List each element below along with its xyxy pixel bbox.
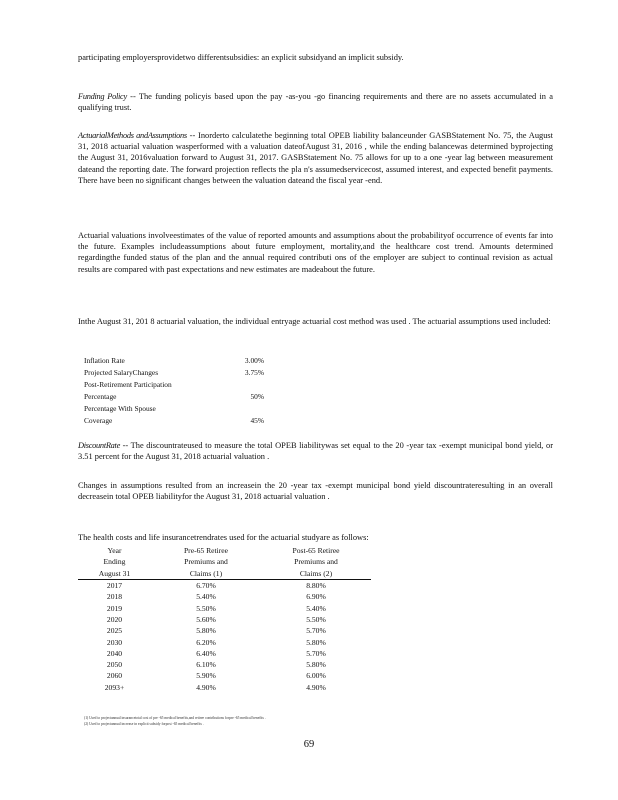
- year-cell: 2093+: [104, 682, 125, 692]
- table-row: [78, 670, 371, 681]
- assumption-row: [84, 403, 264, 415]
- actuarial-methods-text: -- Inorderto calculatethe beginning total OPEB liability balanceunder GASBStatement No. 75, the August 31, 2018 actuarial valuation wasperformed with a valuation dateofAugust 31, 2016 , while the ending balancewas determined byprojecting the August 31, 2016valuation forward to August 31, 2017. GASBStatement No. 75 allows for up to a one -year lag between measurement dateand the reporting date. The forward projection reflects the pla n's assumedservicecost, assumed interest, and expected benefit payments. There have been no significant changes between the valuation dateand the fiscal year -end.: [78, 131, 553, 185]
- paragraph-actuarial-valuations: Actuarial valuations involveestimates of the value of reported amounts and assumptions about the probabilityof occurrence of events far into the future. Examples includeassumptions about future employment, mortality,and the healthcare cost trend. Amounts determined regardingthe funded status of the plan and the annual required contributi ons of the employer are subject to continual revision as actual results are compared with past expectations and new estimates are madeabout the future.: [78, 231, 553, 274]
- year-cell: 2020: [106, 614, 123, 624]
- year-cell: 2040: [106, 648, 123, 658]
- header-cell: Pre-65 Retiree: [183, 546, 229, 556]
- post65-cell: 5.40%: [306, 603, 326, 613]
- year-cell: 2030: [106, 637, 123, 647]
- table-header-row: [78, 556, 371, 567]
- footnote-2: (2) Used to projectannual increase in explicit subsidy forpost -65 medical benefits .: [84, 722, 204, 726]
- post65-cell: 5.80%: [306, 637, 326, 647]
- assumption-row: [84, 415, 264, 427]
- post65-cell: 5.80%: [306, 660, 326, 670]
- pre65-cell: 6.70%: [196, 581, 216, 591]
- post65-cell: 5.70%: [306, 626, 326, 636]
- paragraph-cost-method: Inthe August 31, 201 8 actuarial valuation, the individual entryage actuarial cost method was used . The actuarial assumptions used included:: [78, 317, 551, 326]
- table-row: [78, 636, 371, 647]
- pre65-cell: 5.50%: [196, 603, 216, 613]
- table-row: [78, 682, 371, 693]
- table-row: [78, 614, 371, 625]
- pre65-cell: 6.40%: [196, 648, 216, 658]
- assumption-label: Post-Retirement Participation: [84, 379, 172, 389]
- discount-rate-heading: DiscountRate: [78, 441, 120, 450]
- assumption-label: Inflation Rate: [84, 356, 125, 365]
- assumption-row: [84, 391, 264, 403]
- post65-cell: 8.80%: [306, 581, 326, 591]
- assumption-label: Projected SalaryChanges: [84, 367, 159, 377]
- header-cell: Ending: [103, 557, 126, 567]
- paragraph-funding-policy: [78, 91, 553, 113]
- pre65-cell: 5.60%: [196, 614, 216, 624]
- table-header-row: [78, 568, 371, 580]
- header-cell: August 31: [78, 568, 151, 580]
- assumption-value: [224, 379, 264, 391]
- pre65-cell: 5.90%: [196, 671, 216, 681]
- post65-cell: 4.90%: [306, 682, 326, 692]
- paragraph-discount-rate: [78, 440, 553, 462]
- funding-policy-heading: Funding Policy: [78, 92, 127, 101]
- header-cell: Year: [107, 546, 122, 556]
- assumption-value: [224, 403, 264, 415]
- pre65-cell: 5.80%: [196, 626, 216, 636]
- header-cell: Claims (2): [261, 568, 371, 580]
- table-row: [78, 602, 371, 613]
- table-row: [78, 591, 371, 602]
- year-cell: 2017: [106, 581, 123, 591]
- table-row: [78, 579, 371, 591]
- header-cell: Claims (1): [151, 568, 261, 580]
- header-cell: Post-65 Retiree: [292, 546, 340, 556]
- assumption-label: Percentage With Spouse: [84, 403, 156, 413]
- paragraph-trend-rates-intro: The health costs and life insurancetrendrates used for the actuarial studyare as follows:: [78, 533, 369, 542]
- table-row: [78, 659, 371, 670]
- assumption-label: Percentage: [84, 391, 117, 401]
- pre65-cell: 4.90%: [196, 682, 216, 692]
- assumption-value: 45%: [250, 415, 264, 425]
- assumption-label: Coverage: [84, 415, 113, 425]
- assumption-value: 50%: [250, 391, 264, 401]
- post65-cell: 5.50%: [306, 614, 326, 624]
- year-cell: 2060: [106, 671, 123, 681]
- paragraph-changes-in-assumptions: Changes in assumptions resulted from an increasein the 20 -year tax -exempt municipal bond yield discountrateresulting in an overall decreasein total OPEB liabilityfor the August 31, 2018 actuarial valuation .: [78, 481, 553, 502]
- table-row: [78, 625, 371, 636]
- post65-cell: 6.00%: [306, 671, 326, 681]
- year-cell: 2018: [106, 592, 123, 602]
- assumption-value: 3.75%: [244, 367, 264, 377]
- table-header-row: [78, 545, 371, 556]
- funding-policy-text: -- The funding policyis based upon the pay -as-you -go financing requirements and there are no assets accumulated in a qualifying trust.: [78, 92, 553, 113]
- assumption-row: [84, 367, 264, 379]
- year-cell: 2025: [106, 626, 123, 636]
- header-cell: Premiums and: [294, 557, 338, 567]
- year-cell: 2050: [106, 660, 123, 670]
- post65-cell: 6.90%: [306, 592, 326, 602]
- pre65-cell: 6.10%: [196, 660, 216, 670]
- footnote-1: (1) Used to projectannual insurancetotal cost of pre -65 medical benefits,and retiree contributions forpre -65 medical benefits .: [84, 716, 266, 720]
- page-number: 69: [303, 739, 315, 750]
- post65-cell: 5.70%: [306, 648, 326, 658]
- header-cell: Premiums and: [184, 557, 228, 567]
- trend-rates-table: [78, 545, 371, 693]
- pre65-cell: 5.40%: [196, 592, 216, 602]
- assumptions-list: [84, 355, 264, 426]
- assumption-row: [84, 379, 264, 391]
- year-cell: 2019: [106, 603, 123, 613]
- discount-rate-text: -- The discountrateused to measure the total OPEB liabilitywas set equal to the 20 -year tax -exempt municipal bond yield, or 3.51 percent for the August 31, 2018 actuarial valuation .: [78, 441, 553, 462]
- paragraph-subsidies: participating employersprovidetwo differentsubsidies: an explicit subsidyand an implicit subsidy.: [78, 53, 404, 62]
- pre65-cell: 6.20%: [196, 637, 216, 647]
- assumption-row: [84, 355, 264, 367]
- paragraph-actuarial-methods: [78, 130, 553, 186]
- table-row: [78, 648, 371, 659]
- actuarial-methods-heading: ActuarialMethods andAssumptions: [78, 131, 187, 140]
- assumption-value: 3.00%: [244, 356, 264, 365]
